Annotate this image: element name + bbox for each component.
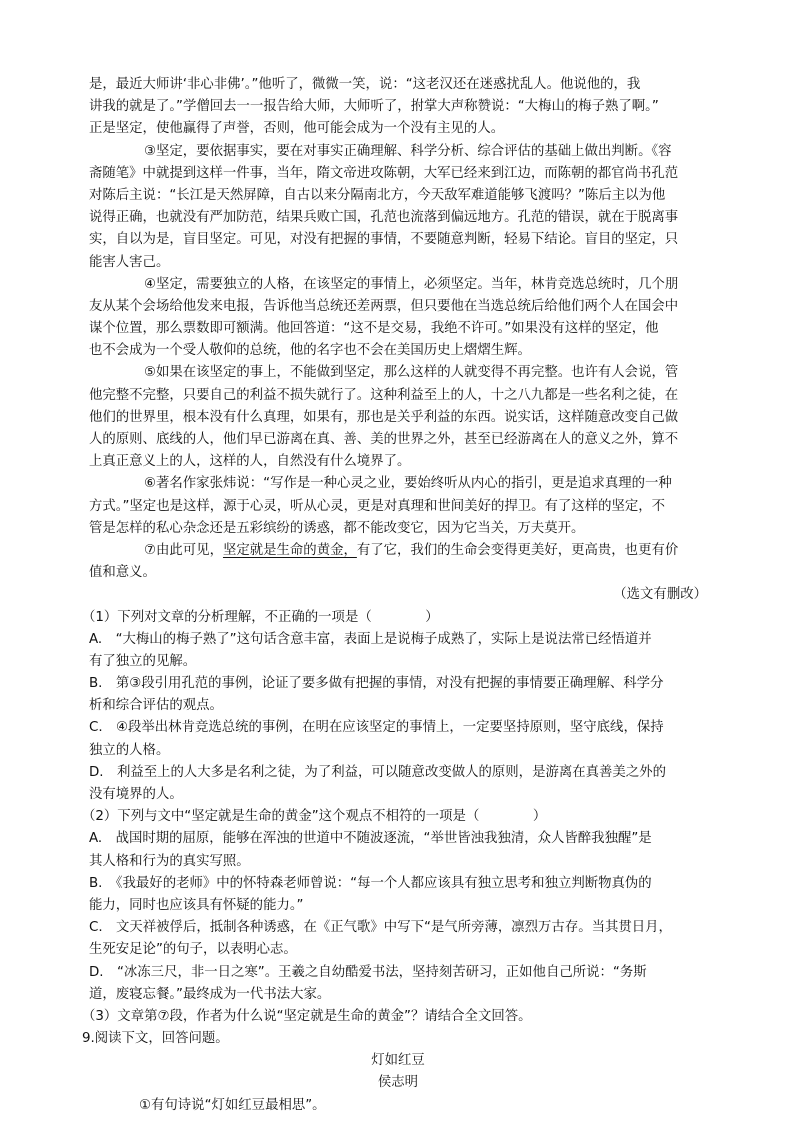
text-line: 能害人害己。 (89, 254, 170, 270)
text-line: 他完整不完整，只要自己的利益不损失就行了。这种利益至上的人，十之八九都是一些名利之徒，在 (89, 387, 679, 403)
text-line: 也不会成为一个受人敬仰的总统，他的名字也不会在美国历史上熠熠生辉。 (89, 343, 531, 359)
option-c-cont: 独立的人格。 (89, 742, 170, 758)
option-b-cont: 能力，同时也应该具有怀疑的能力。” (89, 897, 304, 913)
question-stem: （3）文章第⑦段，作者为什么说“坚定就是生命的黄金”？请结合全文回答。 (82, 1008, 532, 1024)
paragraph-6 (89, 473, 707, 540)
paragraph-continued (89, 74, 707, 141)
option-b: B. 第③段引用孔范的事例，论证了要多做有把握的事情，对没有把握的事情要正确理解、科学分 (89, 676, 664, 692)
text-line: 对陈后主说：“长江是天然屏障，自古以来分隔南北方，今天敌军难道能够飞渡吗？”陈后主以为他 (89, 187, 666, 203)
paragraph-3 (89, 141, 707, 274)
section-9 (82, 1028, 707, 1117)
text-line: 说得正确，也就没有严加防范，结果兵败亡国，孔范也流落到偏远地方。孔范的错误，就在于脱离事 (89, 210, 679, 226)
text-line: 他们的世界里，根本没有什么真理，如果有，那也是关乎利益的东西。说实话，这样随意改变自己做 (89, 409, 679, 425)
text-line: 值和意义。 (89, 565, 156, 581)
text-line: 上真正意义上的人，这样的人，自然没有什么境界了。 (89, 454, 411, 470)
text-line: 斋随笔》中就提到这样一件事，当年，隋文帝进攻陈朝，大军已经来到江边，而陈朝的都官尚书孔范 (89, 165, 679, 181)
article-title: 灯如红豆 (371, 1053, 425, 1069)
text-line: 正是坚定，使他赢得了声誉，否则，他可能会成为一个没有主见的人。 (89, 121, 505, 137)
p7-prefix: ⑦由此可见， (144, 542, 223, 558)
text-line (89, 540, 707, 562)
option-c: C. ④段举出林肯竞选总统的事例，在明在应该坚定的事情上，一定要坚持原则，坚守底线，保持 (89, 720, 664, 736)
text-line: 实，自以为是，盲目坚定。可见，对没有把握的事情，不要随意判断，轻易下结论。盲目的坚定，只 (89, 232, 679, 248)
option-a: A. 战国时期的屈原，能够在浑浊的世道中不随波逐流，“举世皆浊我独清，众人皆醉我独醒”是 (89, 831, 652, 847)
text-line: 管是怎样的私心杂念还是五彩缤纷的诱惑，都不能改变它，因为它当关，万夫莫开。 (89, 520, 585, 536)
option-a-cont: 有了独立的见解。 (89, 653, 197, 669)
option-b: B. 《我最好的老师》中的怀特森老师曾说：“每一个人都应该具有独立思考和独立判断物真伪的 (89, 875, 652, 891)
text-line: 讲我的就是了。”学僧回去一一报告给大师，大师听了，拊掌大声称赞说：“大梅山的梅子熟了啊。” (89, 99, 659, 115)
text-line: 是，最近大师讲‘非心非佛’。”他听了，微微一笑，说：“这老汉还在迷惑扰乱人。他说他的，我 (89, 77, 641, 92)
text-line: ③坚定，要依据事实，要在对事实正确理解、科学分析、综合评估的基础上做出判断。《容 (144, 143, 672, 159)
question-3 (82, 1006, 707, 1028)
option-d: D. “冰冻三尺，非一日之寒”。王羲之自幼酷爱书法，坚持刻苦研习，正如他自己所说：“务斯 (89, 964, 647, 980)
option-c: C. 文天祥被俘后，抵制各种诱惑，在《正气歌》中写下“是气所旁薄，凛烈万古存。当其贯日月， (89, 920, 672, 936)
source-note: （选文有删改） (613, 587, 707, 603)
underlined-thesis: 坚定就是生命的黄金， (222, 542, 357, 558)
paragraph-5 (89, 362, 707, 473)
document-page (82, 74, 707, 1117)
paragraph-4 (89, 274, 707, 363)
question-stem: （1）下列对文章的分析理解，不正确的一项是（ ） (82, 609, 439, 625)
text-line: 谋个位置，那么票数即可额满。他回答道：“这不是交易，我绝不许可。”如果没有这样的坚定，他 (89, 321, 659, 337)
article-author: 侯志明 (377, 1075, 419, 1091)
question-stem: （2）下列与文中“坚定就是生命的黄金”这个观点不相符的一项是（ ） (82, 809, 547, 825)
option-a-cont: 其人格和行为的真实写照。 (89, 853, 250, 869)
text-line: 人的原则、底线的人，他们早已游离在真、善、美的世界之外，甚至已经游离在人的意义之外，算不 (89, 432, 679, 447)
text-line: ⑥著名作家张炜说：“写作是一种心灵之业，要始终听从内心的指引，更是追求真理的一种 (144, 476, 672, 492)
text-line: 方式。”坚定也是这样，源于心灵，听从心灵，更是对真理和世间美好的捍卫。有了这样的坚定，不 (89, 498, 666, 514)
option-c-cont: 生死安足论”的句子，以表明心志。 (89, 942, 297, 958)
text-line: 友从某个会场给他发来电报，告诉他当总统还差两票，但只要他在当选总统后给他们两个人在国会中 (89, 298, 679, 314)
paragraph-7 (89, 540, 707, 584)
option-d-cont: 道，废寝忘餐。”最终成为一代书法大家。 (89, 986, 331, 1002)
question-1 (82, 607, 707, 807)
option-d-cont: 没有境界的人。 (89, 787, 183, 802)
text-line: ④坚定，需要独立的人格，在该坚定的事情上，必须坚定。当年，林肯竞选总统时，几个朋 (144, 276, 679, 292)
p7-rest: 有了它，我们的生命会变得更美好，更高贵，也更有价 (356, 542, 679, 558)
option-a: A. “大梅山的梅子熟了”这句话含意丰富，表面上是说梅子成熟了，实际上是说法常已经悟道并 (89, 631, 652, 647)
option-b-cont: 析和综合评估的观点。 (89, 698, 223, 714)
option-d: D. 利益至上的人大多是名利之徒，为了利益，可以随意改变做人的原则，是游离在真善美之外的 (89, 764, 666, 780)
text-line: ①有句诗说“灯如红豆最相思”。 (139, 1097, 326, 1113)
question-2 (82, 806, 707, 1006)
text-line: ⑤如果在该坚定的事上，不能做到坚定，那么这样的人就变得不再完整。也许有人会说，管 (144, 365, 679, 381)
section-label: 9.阅读下文，回答问题。 (82, 1031, 229, 1047)
